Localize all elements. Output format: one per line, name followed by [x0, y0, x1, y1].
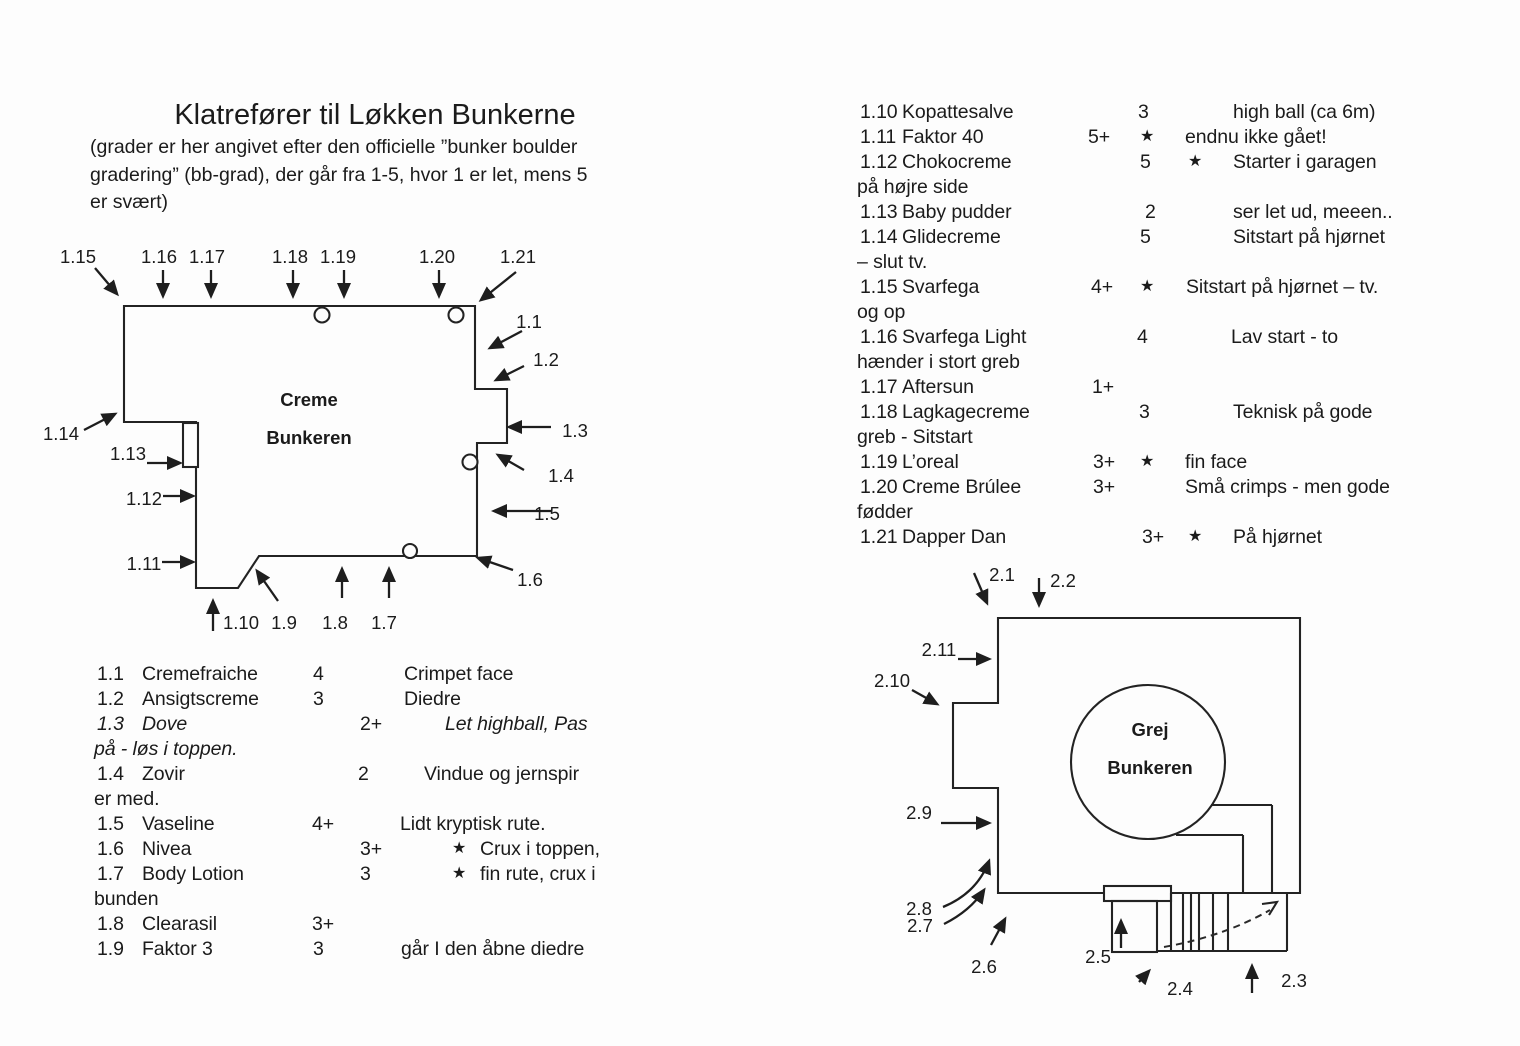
route-arrow-1-15 — [95, 268, 117, 294]
route-grade: 4 — [1137, 326, 1148, 348]
route-arrow-2-4 — [1139, 971, 1149, 982]
route-arrow-1-6 — [478, 558, 513, 570]
creme-bunker-hole-icon — [403, 544, 417, 558]
subtitle-line: (grader er her angivet efter den officielle ”bunker boulder — [90, 136, 578, 158]
route-label-2-3: 2.3 — [1281, 970, 1307, 991]
route-name: Creme Brúlee — [902, 476, 1022, 498]
route-grade: 3+ — [1093, 476, 1116, 498]
page-subtitle — [90, 134, 690, 217]
route-label-2-7: 2.7 — [907, 915, 933, 936]
route-description-cont: på højre side — [857, 176, 969, 198]
route-description-cont: fødder — [857, 501, 913, 523]
route-label-1-20: 1.20 — [418, 246, 456, 267]
route-number: 1.21 — [860, 526, 898, 548]
route-label-1-10: 1.10 — [222, 612, 260, 633]
route-name: Dapper Dan — [902, 526, 1007, 548]
route-list-creme-left — [94, 663, 717, 973]
route-label-1-3: 1.3 — [562, 420, 588, 441]
route-star-icon: ★ — [1140, 278, 1155, 295]
creme-bunker-hole-icon — [463, 455, 478, 470]
route-name: Svarfega — [902, 276, 980, 298]
route-number: 1.11 — [860, 126, 897, 148]
creme-bunker-hole-icon — [315, 308, 330, 323]
route-grade: 3 — [1139, 401, 1150, 423]
route-number: 1.1 — [97, 663, 124, 685]
creme-bunker-name-line1: Creme — [280, 389, 338, 410]
route-label-2-10: 2.10 — [873, 670, 911, 691]
grej-bunker-name-line2: Bunkeren — [1107, 757, 1193, 778]
grej-bunker-entrance-lip — [1104, 886, 1171, 901]
route-grade: 5+ — [1088, 126, 1111, 148]
route-arrow-2-10 — [912, 690, 937, 704]
route-description-cont: bunden — [94, 888, 159, 910]
route-number: 1.20 — [860, 476, 898, 498]
route-description: Crimpet face — [404, 663, 514, 685]
route-grade: 3+ — [360, 838, 383, 860]
route-name: Chokocreme — [902, 151, 1012, 173]
route-name: Faktor 3 — [142, 938, 213, 960]
route-description: fin face — [1185, 451, 1248, 473]
route-description: Lav start - to — [1231, 326, 1338, 348]
route-name: Kopattesalve — [902, 101, 1014, 123]
route-name: Lagkagecreme — [902, 401, 1030, 423]
route-label-1-18: 1.18 — [271, 246, 309, 267]
route-label-2-1: 2.1 — [989, 564, 1015, 585]
route-name: Cremefraiche — [142, 663, 258, 685]
grej-bunker-dashed-arrowhead-icon — [1262, 902, 1277, 915]
route-grade: 3 — [1138, 101, 1149, 123]
route-description: Teknisk på gode — [1233, 401, 1373, 423]
route-grade: 3+ — [1093, 451, 1116, 473]
creme-bunker-name-line2: Bunkeren — [266, 427, 352, 448]
route-number: 1.10 — [860, 101, 898, 123]
route-label-1-13: 1.13 — [109, 443, 147, 464]
route-arrow-2-8 — [943, 861, 989, 907]
route-name: Faktor 40 — [902, 126, 984, 148]
route-star-icon: ★ — [1140, 453, 1155, 470]
creme-bunker-door — [183, 423, 198, 467]
route-label-1-6: 1.6 — [517, 569, 543, 590]
route-name: Dove — [142, 713, 188, 735]
route-arrow-1-14 — [84, 414, 115, 430]
route-description-cont: på - løs i toppen. — [94, 738, 238, 760]
route-number: 1.18 — [860, 401, 898, 423]
route-label-2-8: 2.8 — [906, 898, 932, 919]
route-grade: 3 — [313, 938, 324, 960]
route-label-1-4: 1.4 — [548, 465, 574, 486]
route-label-1-15: 1.15 — [59, 246, 97, 267]
route-name: Baby pudder — [902, 201, 1012, 223]
route-grade: 4 — [313, 663, 324, 685]
grej-bunker-name-line1: Grej — [1131, 719, 1169, 740]
route-description: fin rute, crux i — [480, 863, 596, 885]
route-description: Sitstart på hjørnet — [1233, 226, 1385, 248]
route-number: 1.5 — [97, 813, 124, 835]
route-label-2-5: 2.5 — [1085, 946, 1111, 967]
route-grade: 5 — [1140, 151, 1151, 173]
creme-bunker-diagram — [43, 246, 588, 633]
route-description: Lidt kryptisk rute. — [400, 813, 546, 835]
route-label-1-11: 1.11 — [126, 553, 162, 574]
route-arrow-1-2 — [496, 366, 524, 380]
route-name: Zovir — [142, 763, 185, 785]
route-number: 1.7 — [97, 863, 124, 885]
route-label-1-17: 1.17 — [188, 246, 226, 267]
route-label-2-6: 2.6 — [971, 956, 997, 977]
route-grade: 2+ — [360, 713, 383, 735]
route-number: 1.16 — [860, 326, 898, 348]
route-description-cont: og op — [857, 301, 906, 323]
route-number: 1.15 — [860, 276, 898, 298]
route-label-1-19: 1.19 — [319, 246, 357, 267]
route-grade: 2 — [358, 763, 369, 785]
route-description-cont: greb - Sitstart — [857, 426, 973, 448]
route-star-icon: ★ — [1140, 128, 1155, 145]
route-number: 1.19 — [860, 451, 898, 473]
route-label-1-12: 1.12 — [125, 488, 163, 509]
route-description: På hjørnet — [1233, 526, 1322, 548]
route-grade: 3 — [313, 688, 324, 710]
route-number: 1.17 — [860, 376, 898, 398]
route-label-1-21: 1.21 — [499, 246, 537, 267]
route-number: 1.14 — [860, 226, 898, 248]
route-arrow-1-4 — [498, 455, 524, 470]
route-description: ser let ud, meeen.. — [1233, 201, 1393, 223]
route-description: high ball (ca 6m) — [1233, 101, 1376, 123]
route-name: Ansigtscreme — [142, 688, 259, 710]
route-label-1-2: 1.2 — [533, 349, 559, 370]
route-label-2-11: 2.11 — [921, 639, 957, 660]
grej-bunker-entrance-box — [1112, 901, 1157, 952]
route-star-icon: ★ — [452, 865, 467, 882]
route-label-1-7: 1.7 — [371, 612, 397, 633]
route-label-1-14: 1.14 — [42, 423, 80, 444]
route-grade: 4+ — [1091, 276, 1114, 298]
route-name: Svarfega Light — [902, 326, 1027, 348]
route-description: Let highball, Pas — [445, 713, 588, 735]
route-label-1-16: 1.16 — [140, 246, 178, 267]
route-description: Vindue og jernspir — [424, 763, 580, 785]
subtitle-line: gradering” (bb-grad), der går fra 1-5, hvor 1 er let, mens 5 — [90, 163, 588, 186]
route-arrow-2-1 — [974, 573, 987, 603]
route-number: 1.12 — [860, 151, 898, 173]
route-name: Nivea — [142, 838, 192, 860]
route-arrow-1-1 — [490, 331, 522, 348]
route-star-icon: ★ — [452, 840, 467, 857]
route-name: Aftersun — [902, 376, 974, 398]
route-description: Starter i garagen — [1233, 151, 1377, 173]
route-number: 1.2 — [97, 688, 124, 710]
route-name: Body Lotion — [142, 863, 244, 885]
route-name: Vaseline — [142, 813, 215, 835]
route-description: går I den åbne diedre — [401, 938, 585, 960]
route-grade: 1+ — [1092, 376, 1115, 398]
grej-bunker-stairs-hatching — [1157, 893, 1287, 951]
route-grade: 5 — [1140, 226, 1151, 248]
route-grade: 3 — [360, 863, 371, 885]
page-title: Klatrefører til Løkken Bunkerne — [174, 99, 576, 131]
route-number: 1.9 — [97, 938, 124, 960]
route-number: 1.3 — [97, 713, 124, 735]
route-description-cont: er med. — [94, 788, 160, 810]
route-list-creme-right — [857, 101, 1500, 561]
route-arrow-2-6 — [991, 919, 1005, 945]
subtitle-line: er svært) — [90, 191, 168, 213]
route-label-1-5: 1.5 — [534, 503, 560, 524]
route-label-1-1: 1.1 — [516, 311, 542, 332]
route-description-cont: – slut tv. — [857, 251, 928, 273]
route-label-2-4: 2.4 — [1167, 978, 1193, 999]
route-star-icon: ★ — [1188, 153, 1203, 170]
route-description: Crux i toppen, — [480, 838, 600, 860]
route-star-icon: ★ — [1188, 528, 1203, 545]
route-number: 1.4 — [97, 763, 124, 785]
route-number: 1.8 — [97, 913, 124, 935]
route-grade: 3+ — [1142, 526, 1165, 548]
route-label-2-2: 2.2 — [1050, 570, 1076, 591]
route-description: Diedre — [404, 688, 461, 710]
route-label-1-9: 1.9 — [271, 612, 297, 633]
route-label-2-9: 2.9 — [906, 802, 932, 823]
route-arrow-1-9 — [257, 571, 278, 601]
route-description-cont: hænder i stort greb — [857, 351, 1020, 373]
route-number: 1.13 — [860, 201, 898, 223]
route-name: Clearasil — [142, 913, 217, 935]
creme-bunker-hole-icon — [449, 308, 464, 323]
route-description: Små crimps - men gode — [1185, 476, 1390, 498]
route-name: L’oreal — [902, 451, 959, 473]
route-arrow-1-21 — [481, 272, 516, 300]
route-grade: 2 — [1145, 201, 1156, 223]
grej-bunker-diagram — [874, 564, 1307, 999]
route-description: endnu ikke gået! — [1185, 126, 1327, 148]
route-name: Glidecreme — [902, 226, 1001, 248]
route-number: 1.6 — [97, 838, 124, 860]
route-label-1-8: 1.8 — [322, 612, 348, 633]
grej-bunker-route-path-dashed — [1164, 910, 1270, 947]
route-grade: 3+ — [312, 913, 335, 935]
route-grade: 4+ — [312, 813, 335, 835]
route-description: Sitstart på hjørnet – tv. — [1186, 276, 1379, 298]
